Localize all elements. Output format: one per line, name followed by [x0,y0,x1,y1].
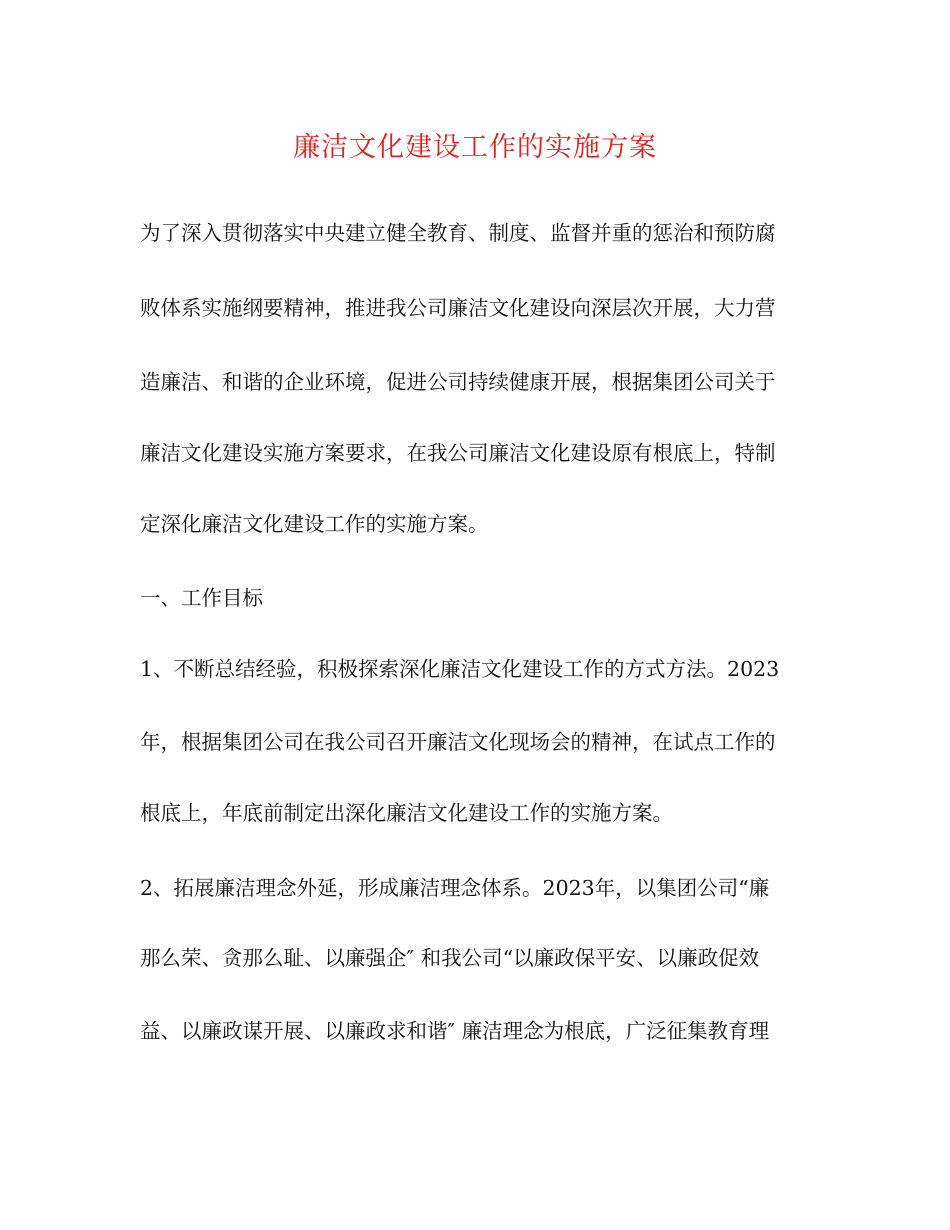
paragraph-line: 败体系实施纲要精神，推进我公司廉洁文化建设向深层次开展，大力营 [140,296,776,320]
paragraph-line: 根底上，年底前制定出深化廉洁文化建设工作的实施方案。 [140,801,673,825]
paragraph-line: 为了深入贯彻落实中央建立健全教育、制度、监督并重的惩治和预防腐 [140,221,776,245]
paragraph-line: 1、不断总结经验，积极探索深化廉洁文化建设工作的方式方法。2023 [140,657,780,681]
paragraph-line: 定深化廉洁文化建设工作的实施方案。 [140,512,489,536]
document-title: 廉洁文化建设工作的实施方案 [293,132,657,163]
paragraph-line: 廉洁文化建设实施方案要求，在我公司廉洁文化建设原有根底上，特制 [140,441,776,465]
paragraph-line: 年，根据集团公司在我公司召开廉洁文化现场会的精神，在试点工作的 [140,730,776,754]
paragraph-line: 2、拓展廉洁理念外延，形成廉洁理念体系。2023年，以集团公司“廉 [140,876,770,900]
section-heading: 一、工作目标 [140,586,263,610]
paragraph-line: 那么荣、贪那么耻、以廉强企″ 和我公司“以廉政保平安、以廉政促效 [140,946,760,970]
paragraph-line: 益、以廉政谋开展、以廉政求和谐″ 廉洁理念为根底，广泛征集教育理 [140,1019,770,1043]
paragraph-line: 造廉洁、和谐的企业环境，促进公司持续健康开展，根据集团公司关于 [140,370,776,394]
